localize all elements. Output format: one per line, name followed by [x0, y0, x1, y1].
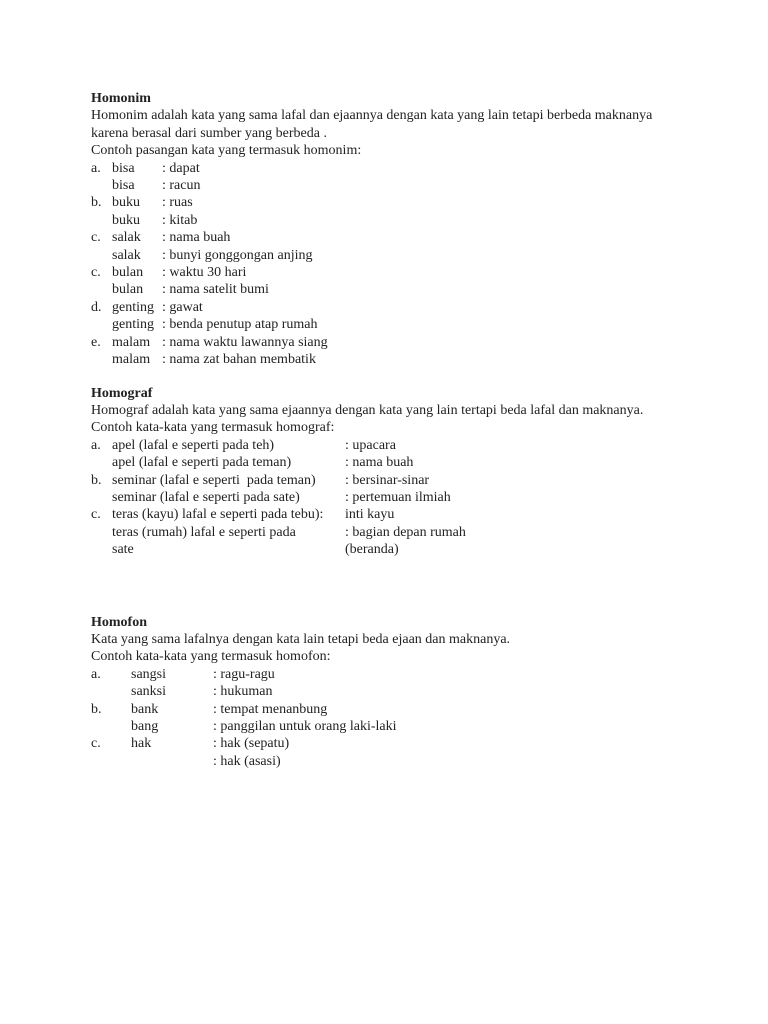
list-row	[91, 506, 668, 523]
list-row	[91, 718, 668, 735]
row-definition: : racun	[162, 178, 201, 194]
row-term: teras (rumah) lafal e seperti pada	[112, 524, 296, 540]
list-row	[91, 247, 668, 264]
row-term: hak	[131, 736, 152, 752]
row-term: genting	[112, 317, 154, 333]
list-row	[91, 160, 668, 177]
row-term: apel (lafal e seperti pada teman)	[112, 455, 292, 471]
row-definition: : hukuman	[213, 684, 273, 700]
row-definition: inti kayu	[345, 507, 395, 523]
list-row	[91, 281, 668, 298]
row-letter: c.	[91, 265, 101, 281]
row-letter: b.	[91, 701, 102, 717]
row-definition: : benda penutup atap rumah	[162, 317, 318, 333]
list-row	[91, 753, 668, 770]
row-term: teras (kayu) lafal e seperti pada tebu):	[112, 507, 324, 523]
row-term: sanksi	[131, 684, 166, 700]
section-homofon	[91, 614, 668, 771]
list-row	[91, 437, 668, 454]
row-definition: : waktu 30 hari	[162, 265, 247, 281]
list-row	[91, 299, 668, 316]
row-definition: (beranda)	[345, 542, 399, 558]
row-term: buku	[112, 212, 140, 228]
list-row	[91, 489, 668, 506]
row-letter: a.	[91, 437, 101, 453]
list-row	[91, 472, 668, 489]
row-letter: c.	[91, 507, 101, 523]
row-definition: : bagian depan rumah	[345, 524, 466, 540]
list-row	[91, 541, 668, 558]
row-letter: d.	[91, 299, 102, 315]
row-term: salak	[112, 247, 141, 263]
row-definition: : upacara	[345, 437, 396, 453]
row-definition: : nama satelit bumi	[162, 282, 269, 298]
list-row	[91, 701, 668, 718]
row-letter: a.	[91, 666, 101, 682]
row-letter: c.	[91, 230, 101, 246]
row-term: buku	[112, 195, 140, 211]
row-letter: a.	[91, 160, 101, 176]
homofon-word-list	[91, 666, 668, 770]
row-definition: : pertemuan ilmiah	[345, 489, 451, 505]
row-definition: : gawat	[162, 299, 203, 315]
row-term: salak	[112, 230, 141, 246]
list-row	[91, 229, 668, 246]
list-row	[91, 524, 668, 541]
section-homograf	[91, 385, 668, 559]
list-row	[91, 194, 668, 211]
row-term: apel (lafal e seperti pada teh)	[112, 437, 275, 453]
section-paragraph-homograf: Homograf adalah kata yang sama ejaannya dengan kata yang lain tertapi beda lafal dan maknanya.	[91, 402, 644, 418]
row-term: bulan	[112, 265, 144, 281]
row-term: sangsi	[131, 666, 166, 682]
row-definition: : ruas	[162, 195, 193, 211]
row-definition: : ragu-ragu	[213, 666, 275, 682]
row-letter: c.	[91, 736, 101, 752]
row-term: malam	[112, 352, 151, 368]
list-row	[91, 454, 668, 471]
row-definition: : nama buah	[162, 230, 231, 246]
homonim-word-list	[91, 160, 668, 369]
row-term: seminar (lafal e seperti pada sate)	[112, 489, 300, 505]
example-intro-homonim: Contoh pasangan kata yang termasuk homonim:	[91, 143, 362, 159]
row-term: malam	[112, 334, 151, 350]
list-row	[91, 735, 668, 752]
row-letter: b.	[91, 195, 102, 211]
row-definition: : nama buah	[345, 455, 414, 471]
section-homonim	[91, 90, 668, 369]
list-row	[91, 264, 668, 281]
row-definition: : panggilan untuk orang laki-laki	[213, 719, 397, 734]
section-heading-homonim: Homonim	[91, 91, 151, 106]
row-term: sate	[112, 542, 134, 558]
list-row	[91, 177, 668, 194]
row-term: bulan	[112, 282, 144, 298]
row-definition: : nama waktu lawannya siang	[162, 334, 328, 350]
list-row	[91, 316, 668, 333]
row-definition: : bunyi gonggongan anjing	[162, 247, 313, 263]
row-term: bang	[131, 719, 159, 734]
section-heading-homograf: Homograf	[91, 385, 153, 401]
row-definition: : kitab	[162, 212, 198, 228]
list-row	[91, 334, 668, 351]
row-definition: : hak (asasi)	[213, 753, 281, 769]
row-term: bisa	[112, 160, 135, 176]
row-term: genting	[112, 299, 154, 315]
row-term: bank	[131, 701, 159, 717]
example-intro-homograf: Contoh kata-kata yang termasuk homograf:	[91, 420, 335, 436]
list-row	[91, 212, 668, 229]
section-heading-homofon: Homofon	[91, 614, 147, 630]
row-letter: e.	[91, 334, 101, 350]
row-term: bisa	[112, 178, 135, 194]
homograf-word-list	[91, 437, 668, 559]
list-row	[91, 666, 668, 683]
list-row	[91, 351, 668, 368]
section-paragraph-homofon: Kata yang sama lafalnya dengan kata lain tetapi beda ejaan dan maknanya.	[91, 631, 511, 647]
section-paragraph-homonim: Homonim adalah kata yang sama lafal dan ejaannya dengan kata yang lain tetapi berbeda maknanya karena berasal dari sumber yang berbeda .	[91, 108, 653, 141]
example-intro-homofon: Contoh kata-kata yang termasuk homofon:	[91, 649, 331, 665]
row-definition: : bersinar-sinar	[345, 472, 430, 488]
row-definition: : hak (sepatu)	[213, 736, 290, 752]
row-term: seminar (lafal e seperti pada teman)	[112, 472, 316, 488]
row-definition: : tempat menanbung	[213, 701, 328, 717]
list-row	[91, 683, 668, 700]
row-definition: : nama zat bahan membatik	[162, 352, 316, 368]
row-letter: b.	[91, 472, 102, 488]
row-definition: : dapat	[162, 160, 200, 176]
